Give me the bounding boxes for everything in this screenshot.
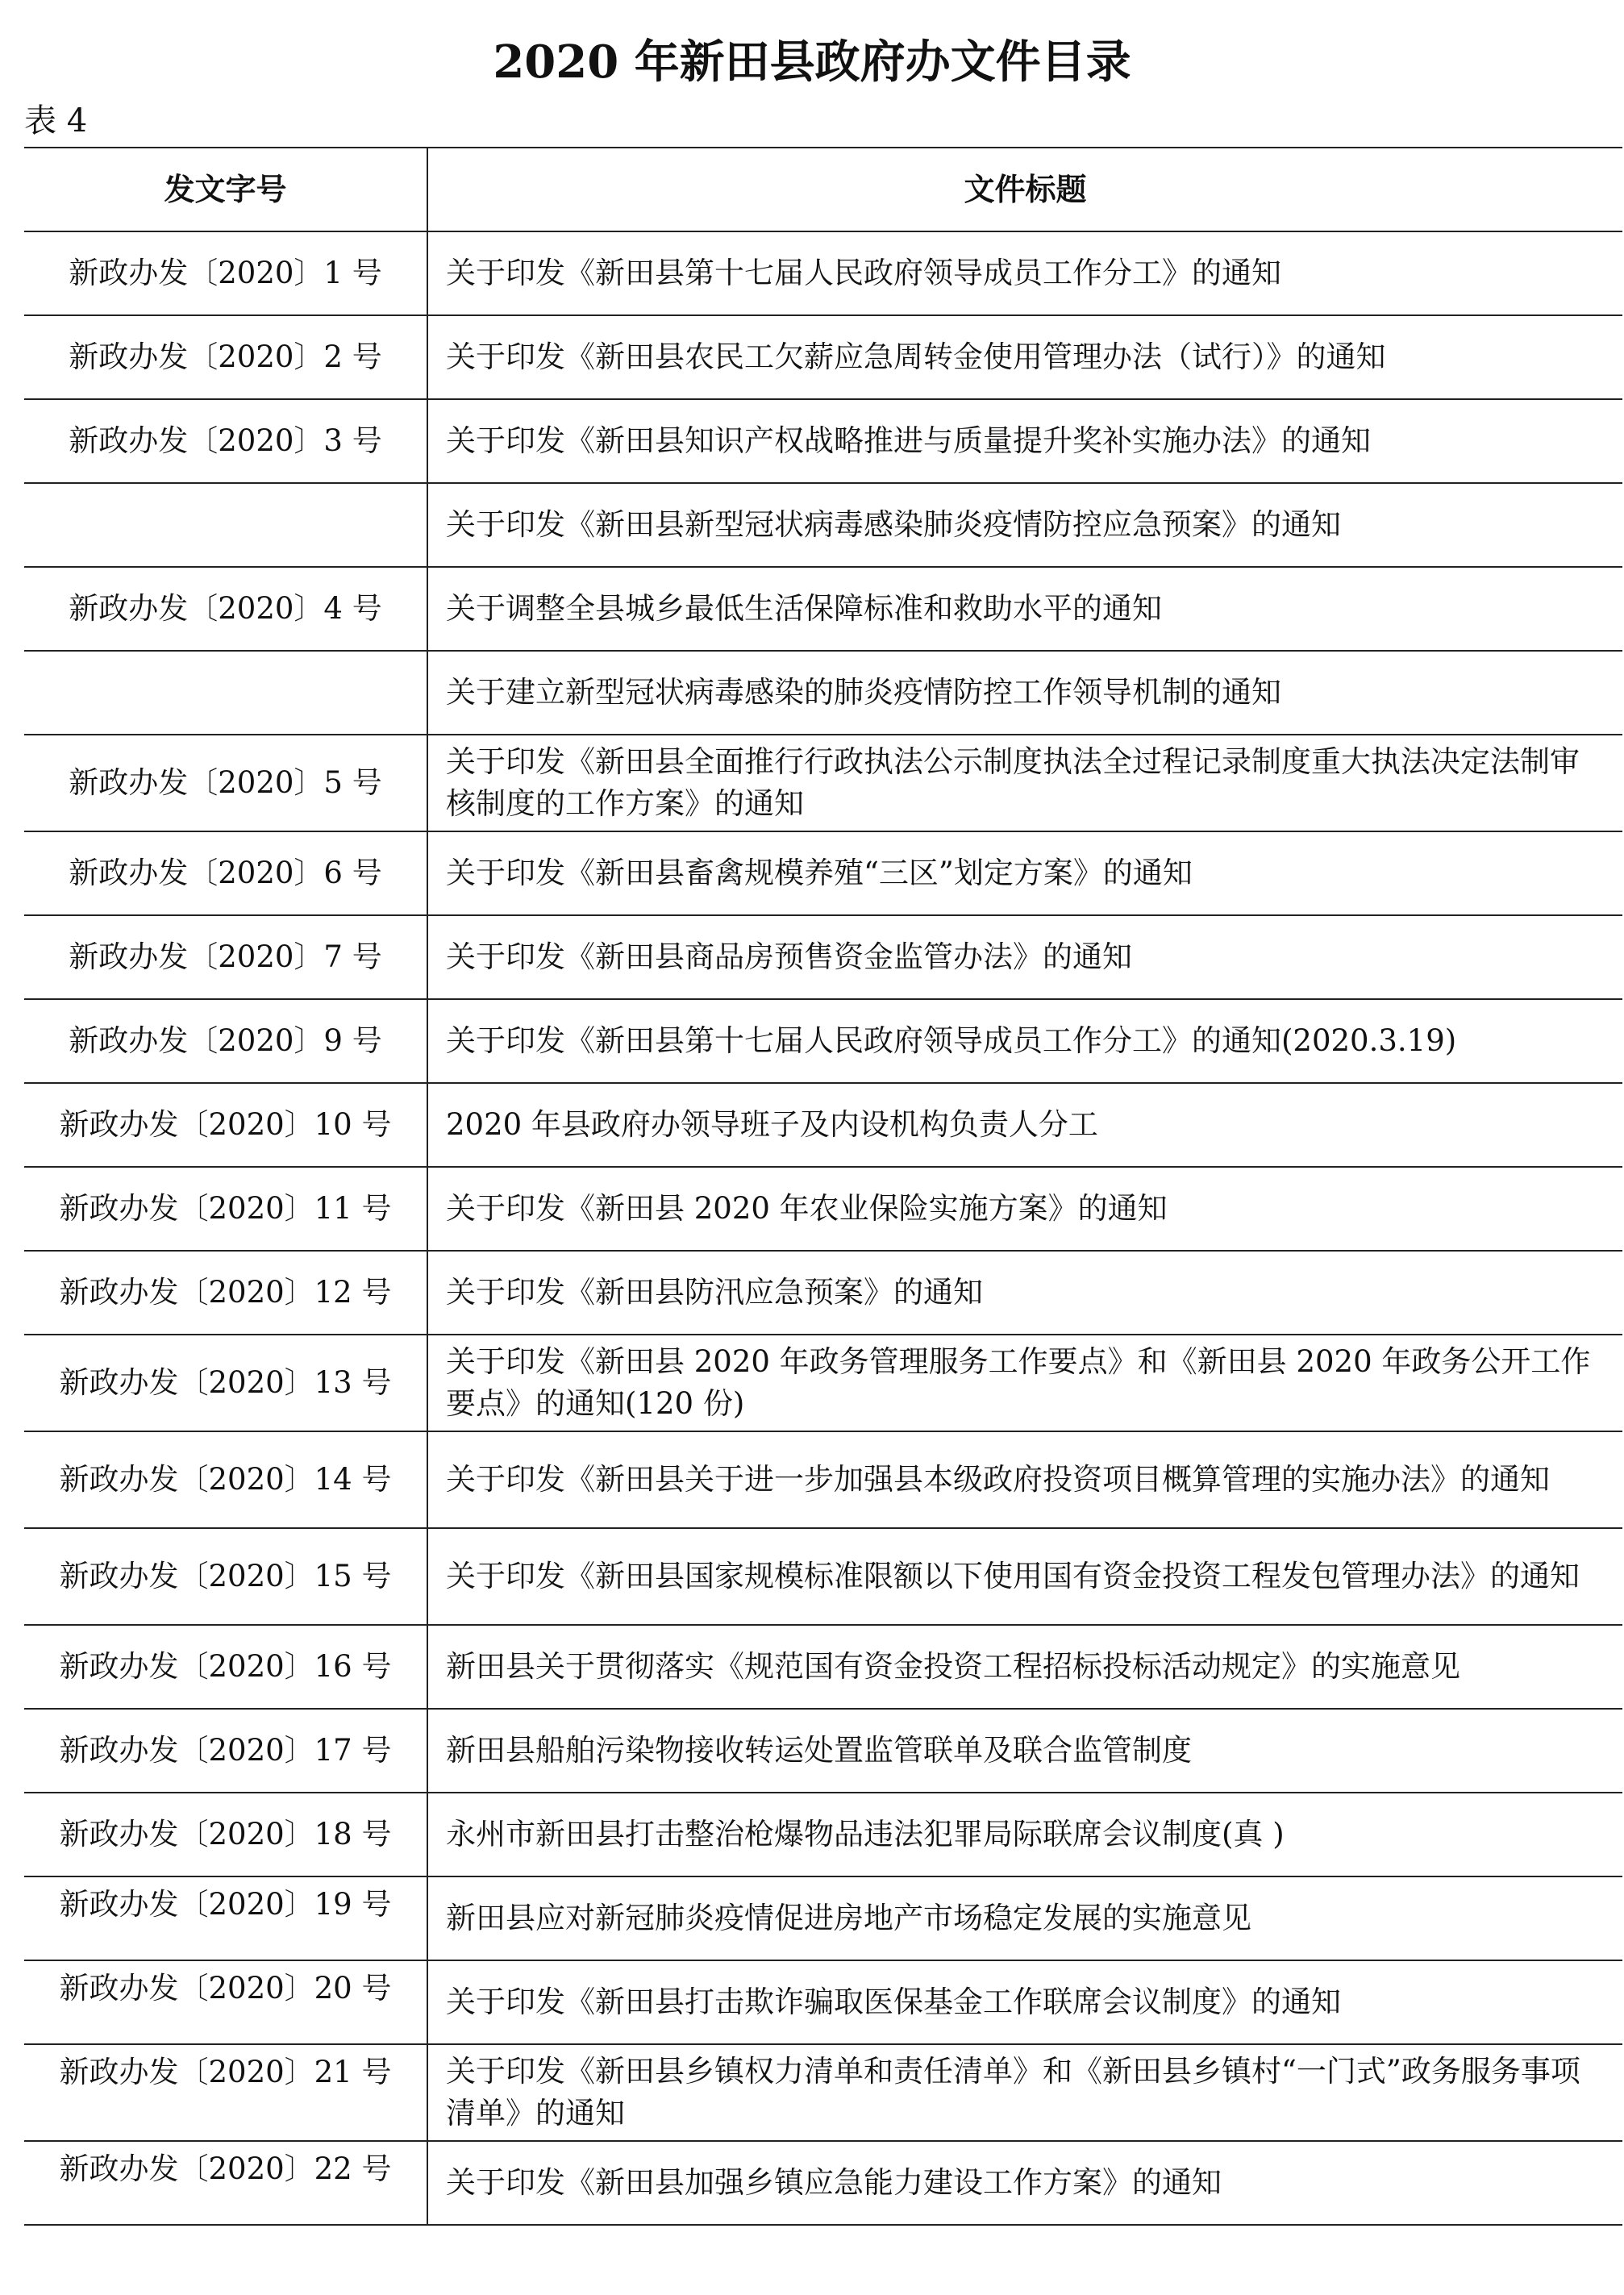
document-title-cell: 新田县应对新冠肺炎疫情促进房地产市场稳定发展的实施意见 bbox=[427, 1876, 1622, 1960]
document-title-cell: 2020 年县政府办领导班子及内设机构负责人分工 bbox=[427, 1083, 1622, 1167]
document-number-cell bbox=[24, 651, 427, 735]
table-row bbox=[24, 1625, 1622, 1709]
table-row bbox=[24, 1528, 1622, 1625]
table-row bbox=[24, 399, 1622, 483]
document-title-cell: 关于印发《新田县关于进一步加强县本级政府投资项目概算管理的实施办法》的通知 bbox=[427, 1431, 1622, 1528]
table-row bbox=[24, 315, 1622, 399]
table-row bbox=[24, 1793, 1622, 1876]
document-title-cell: 关于印发《新田县第十七届人民政府领导成员工作分工》的通知 bbox=[427, 231, 1622, 315]
document-number-cell: 新政办发〔2020〕11 号 bbox=[24, 1167, 427, 1251]
table-row bbox=[24, 2044, 1622, 2141]
document-number-cell: 新政办发〔2020〕18 号 bbox=[24, 1793, 427, 1876]
document-title: 2020 年新田县政府办文件目录 bbox=[493, 35, 1131, 89]
file-catalog-table bbox=[24, 147, 1622, 2226]
table-row bbox=[24, 735, 1622, 831]
document-title-cell: 关于印发《新田县商品房预售资金监管办法》的通知 bbox=[427, 915, 1622, 999]
table-row bbox=[24, 1335, 1622, 1431]
document-title-cell: 新田县船舶污染物接收转运处置监管联单及联合监管制度 bbox=[427, 1709, 1622, 1793]
document-number-cell: 新政办发〔2020〕10 号 bbox=[24, 1083, 427, 1167]
table-row bbox=[24, 1709, 1622, 1793]
table-row bbox=[24, 1960, 1622, 2044]
document-number-cell: 新政办发〔2020〕6 号 bbox=[24, 831, 427, 915]
table-body bbox=[24, 231, 1622, 2225]
document-number-cell: 新政办发〔2020〕4 号 bbox=[24, 567, 427, 651]
table-row bbox=[24, 567, 1622, 651]
document-title-cell: 关于印发《新田县 2020 年农业保险实施方案》的通知 bbox=[427, 1167, 1622, 1251]
document-title-cell: 关于建立新型冠状病毒感染的肺炎疫情防控工作领导机制的通知 bbox=[427, 651, 1622, 735]
document-number-cell: 新政办发〔2020〕9 号 bbox=[24, 999, 427, 1083]
table-row bbox=[24, 231, 1622, 315]
document-title-cell: 新田县关于贯彻落实《规范国有资金投资工程招标投标活动规定》的实施意见 bbox=[427, 1625, 1622, 1709]
document-number-cell: 新政办发〔2020〕3 号 bbox=[24, 399, 427, 483]
document-title-cell: 关于印发《新田县第十七届人民政府领导成员工作分工》的通知(2020.3.19) bbox=[427, 999, 1622, 1083]
document-title-cell: 关于印发《新田县全面推行行政执法公示制度执法全过程记录制度重大执法决定法制审核制度的工作方案》的通知 bbox=[427, 735, 1622, 831]
document-number-cell: 新政办发〔2020〕5 号 bbox=[24, 735, 427, 831]
document-number-cell: 新政办发〔2020〕21 号 bbox=[24, 2044, 427, 2141]
table-row bbox=[24, 1083, 1622, 1167]
document-title-cell: 关于印发《新田县防汛应急预案》的通知 bbox=[427, 1251, 1622, 1335]
table-row bbox=[24, 1251, 1622, 1335]
table-row bbox=[24, 999, 1622, 1083]
document-number-cell: 新政办发〔2020〕16 号 bbox=[24, 1625, 427, 1709]
table-label: 表 4 bbox=[24, 102, 88, 140]
document-title-cell: 关于调整全县城乡最低生活保障标准和救助水平的通知 bbox=[427, 567, 1622, 651]
column-header-number: 发文字号 bbox=[24, 148, 427, 231]
table-header-row bbox=[24, 148, 1622, 231]
document-title-cell: 关于印发《新田县农民工欠薪应急周转金使用管理办法（试行）》的通知 bbox=[427, 315, 1622, 399]
document-title-cell: 关于印发《新田县 2020 年政务管理服务工作要点》和《新田县 2020 年政务公开工作要点》的通知(120 份) bbox=[427, 1335, 1622, 1431]
document-title-cell: 关于印发《新田县新型冠状病毒感染肺炎疫情防控应急预案》的通知 bbox=[427, 483, 1622, 567]
document-number-cell: 新政办发〔2020〕20 号 bbox=[24, 1960, 427, 2044]
document-number-cell: 新政办发〔2020〕22 号 bbox=[24, 2141, 427, 2225]
document-number-cell: 新政办发〔2020〕7 号 bbox=[24, 915, 427, 999]
document-number-cell: 新政办发〔2020〕17 号 bbox=[24, 1709, 427, 1793]
document-title-cell: 关于印发《新田县打击欺诈骗取医保基金工作联席会议制度》的通知 bbox=[427, 1960, 1622, 2044]
document-number-cell bbox=[24, 483, 427, 567]
document-title-cell: 关于印发《新田县知识产权战略推进与质量提升奖补实施办法》的通知 bbox=[427, 399, 1622, 483]
column-header-title: 文件标题 bbox=[427, 148, 1622, 231]
document-title-cell: 关于印发《新田县畜禽规模养殖“三区”划定方案》的通知 bbox=[427, 831, 1622, 915]
table-row bbox=[24, 483, 1622, 567]
document-title-cell: 关于印发《新田县国家规模标准限额以下使用国有资金投资工程发包管理办法》的通知 bbox=[427, 1528, 1622, 1625]
document-number-cell: 新政办发〔2020〕14 号 bbox=[24, 1431, 427, 1528]
document-title-cell: 关于印发《新田县加强乡镇应急能力建设工作方案》的通知 bbox=[427, 2141, 1622, 2225]
document-title-cell: 关于印发《新田县乡镇权力清单和责任清单》和《新田县乡镇村“一门式”政务服务事项清单》的通知 bbox=[427, 2044, 1622, 2141]
table-row bbox=[24, 915, 1622, 999]
document-number-cell: 新政办发〔2020〕13 号 bbox=[24, 1335, 427, 1431]
table-row bbox=[24, 651, 1622, 735]
document-title-cell: 永州市新田县打击整治枪爆物品违法犯罪局际联席会议制度(真 ) bbox=[427, 1793, 1622, 1876]
table-row bbox=[24, 2141, 1622, 2225]
document-number-cell: 新政办发〔2020〕2 号 bbox=[24, 315, 427, 399]
document-number-cell: 新政办发〔2020〕12 号 bbox=[24, 1251, 427, 1335]
table-row bbox=[24, 1431, 1622, 1528]
table-row bbox=[24, 831, 1622, 915]
table-row bbox=[24, 1876, 1622, 1960]
document-number-cell: 新政办发〔2020〕19 号 bbox=[24, 1876, 427, 1960]
document-number-cell: 新政办发〔2020〕15 号 bbox=[24, 1528, 427, 1625]
table-row bbox=[24, 1167, 1622, 1251]
document-number-cell: 新政办发〔2020〕1 号 bbox=[24, 231, 427, 315]
